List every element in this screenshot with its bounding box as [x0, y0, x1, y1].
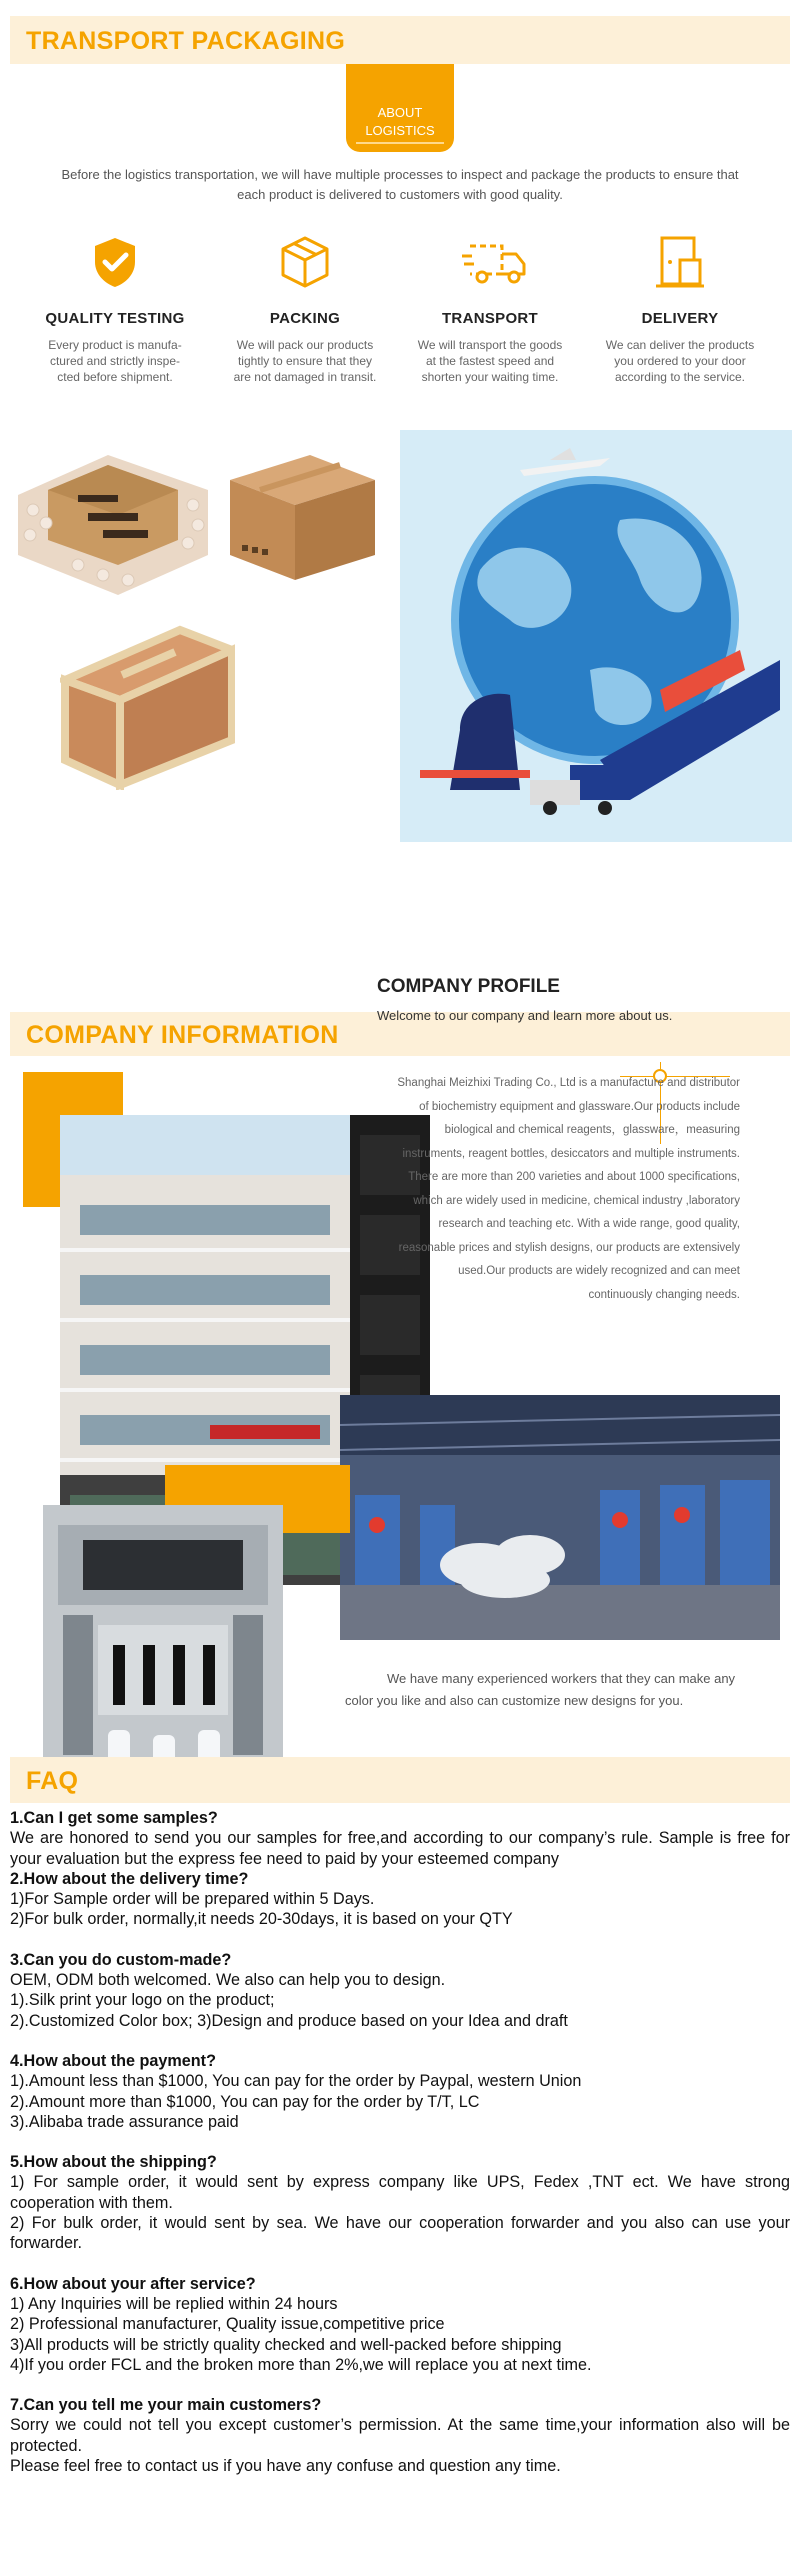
- faq-question: 1.Can I get some samples?: [10, 1809, 218, 1827]
- company-profile-subtitle: Welcome to our company and learn more about us.: [377, 1008, 673, 1023]
- faq-question: 6.How about your after service?: [10, 2274, 256, 2293]
- faq-answer: OEM, ODM both welcomed. We also can help you to design.: [10, 1971, 446, 1990]
- box-icon: [275, 232, 335, 292]
- cardboard-carton-photo: [220, 440, 385, 590]
- spacer: [10, 2132, 790, 2152]
- badge-divider: [356, 142, 444, 144]
- faq-answer: 2).Customized Color box; 3)Design and produce based on your Idea and draft: [10, 2011, 568, 2030]
- section-title: TRANSPORT PACKAGING: [26, 27, 346, 55]
- company-profile-title: COMPANY PROFILE: [377, 976, 560, 997]
- service-title: TRANSPORT: [441, 310, 539, 327]
- faq-answer: 2) Professional manufacturer, Quality issue,competitive price: [10, 2315, 445, 2334]
- faq-item-5: [10, 2152, 790, 2253]
- factory-hall-photo: [340, 1395, 780, 1640]
- badge-line-2: LOGISTICS: [365, 123, 435, 138]
- faq-list: [10, 1808, 790, 2476]
- faq-item-3: [10, 1950, 790, 2031]
- wooden-crate-photo: [60, 600, 235, 790]
- molding-machine-photo: [43, 1505, 283, 1800]
- faq-answer: 2) For bulk order, it would sent by sea. We have our cooperation forwarder and you also can use your forwarder.: [10, 2214, 790, 2253]
- section-title: COMPANY INFORMATION: [26, 1021, 339, 1049]
- service-transport: [405, 232, 575, 385]
- faq-answer: 1).Amount less than $1000, You can pay for the order by Paypal, western Union: [10, 2072, 582, 2091]
- faq-question: 7.Can you tell me your main customers?: [10, 2396, 322, 2415]
- service-desc: We will transport the goods at the fastest speed and shorten your waiting time.: [417, 338, 563, 384]
- faq-answer: 2).Amount more than $1000, You can pay for the order by T/T, LC: [10, 2092, 480, 2111]
- spacer: [10, 2031, 790, 2051]
- faq-answer: 1) Any Inquiries will be replied within 24 hours: [10, 2294, 338, 2313]
- faq-answer: 3).Alibaba trade assurance paid: [10, 2112, 239, 2131]
- faq-item-6: [10, 2274, 790, 2375]
- faq-question: 4.How about the payment?: [10, 2051, 216, 2070]
- service-packing: [220, 232, 390, 385]
- faq-answer: 2)For bulk order, normally,it needs 20-30days, it is based on your QTY: [10, 1910, 513, 1929]
- service-title: DELIVERY: [641, 310, 719, 327]
- faq-item-7: [10, 2395, 790, 2476]
- service-delivery: [595, 232, 765, 385]
- service-title: QUALITY TESTING: [45, 310, 185, 327]
- spacer: [10, 2375, 790, 2395]
- door-icon: [650, 232, 710, 292]
- company-profile-body: Shanghai Meizhixi Trading Co., Ltd is a manufacture and distributor of biochemistry equipment and glassware.Our products include biological and chemical reagents，glassware，measuring instruments, reagent bottles, desiccators and multiple instruments. There are more than 200 varieties and about 1000 specifications, which are widely used in medicine, chemical industry ,laboratory research and teaching etc. With a wide range, good quality, reasonable prices and stylish designs, our products are extensively used.Our products are widely recognized and can meet continuously changing needs.: [397, 1077, 740, 1301]
- faq-answer: Sorry we could not tell you except customer’s permission. At the same time,your information also will be protected.: [10, 2416, 790, 2455]
- service-desc: Every product is manufa-ctured and strictly inspe-cted before shipment.: [48, 338, 182, 384]
- faq-banner: [10, 1757, 790, 1803]
- faq-answer: 1) For sample order, it would sent by express company like UPS, Fedex ,TNT ect. We have strong cooperation with them.: [10, 2173, 790, 2212]
- faq-item-1: [10, 1808, 790, 1869]
- faq-item-2: [10, 1869, 790, 1930]
- faq-answer: 4)If you order FCL and the broken more than 2%,we will replace you at next time.: [10, 2355, 592, 2374]
- service-quality-testing: [30, 232, 200, 385]
- bubble-wrapped-box-photo: [8, 435, 218, 600]
- faq-answer: We are honored to send you our samples for free,and according to our company’s rule. Sample is free for your evaluation but the express fee need to paid by your esteemed company: [10, 1829, 790, 1868]
- faq-answer: Please feel free to contact us if you have any confuse and question any time.: [10, 2457, 561, 2476]
- faq-question: 2.How about the delivery time?: [10, 1869, 249, 1888]
- faq-answer: 1).Silk print your logo on the product;: [10, 1991, 275, 2010]
- faq-question: 3.Can you do custom-made?: [10, 1950, 232, 1969]
- faq-item-4: [10, 2051, 790, 2132]
- logistics-globe-photo: [400, 430, 792, 842]
- faq-question: 5.How about the shipping?: [10, 2153, 217, 2172]
- faq-answer: 3)All products will be strictly quality checked and well-packed before shipping: [10, 2335, 562, 2354]
- logistics-intro: Before the logistics transportation, we will have multiple processes to inspect and package the products to ensure that each product is delivered to customers with good quality.: [61, 167, 739, 202]
- faq-answer: 1)For Sample order will be prepared within 5 Days.: [10, 1890, 375, 1909]
- shield-check-icon: [85, 232, 145, 292]
- spacer: [10, 2254, 790, 2274]
- service-desc: We will pack our products tightly to ensure that they are not damaged in transit.: [233, 338, 377, 384]
- service-desc: We can deliver the products you ordered to your door according to the service.: [605, 338, 755, 384]
- section-title: FAQ: [26, 1767, 79, 1795]
- badge-line-1: ABOUT: [377, 105, 423, 120]
- transport-packaging-banner: [10, 16, 790, 64]
- about-logistics-badge: [346, 64, 454, 152]
- workers-caption: We have many experienced workers that they can make any color you like and also can customize new designs for you.: [345, 1671, 736, 1708]
- truck-icon: [460, 232, 520, 292]
- spacer: [10, 1930, 790, 1950]
- service-title: PACKING: [269, 310, 341, 327]
